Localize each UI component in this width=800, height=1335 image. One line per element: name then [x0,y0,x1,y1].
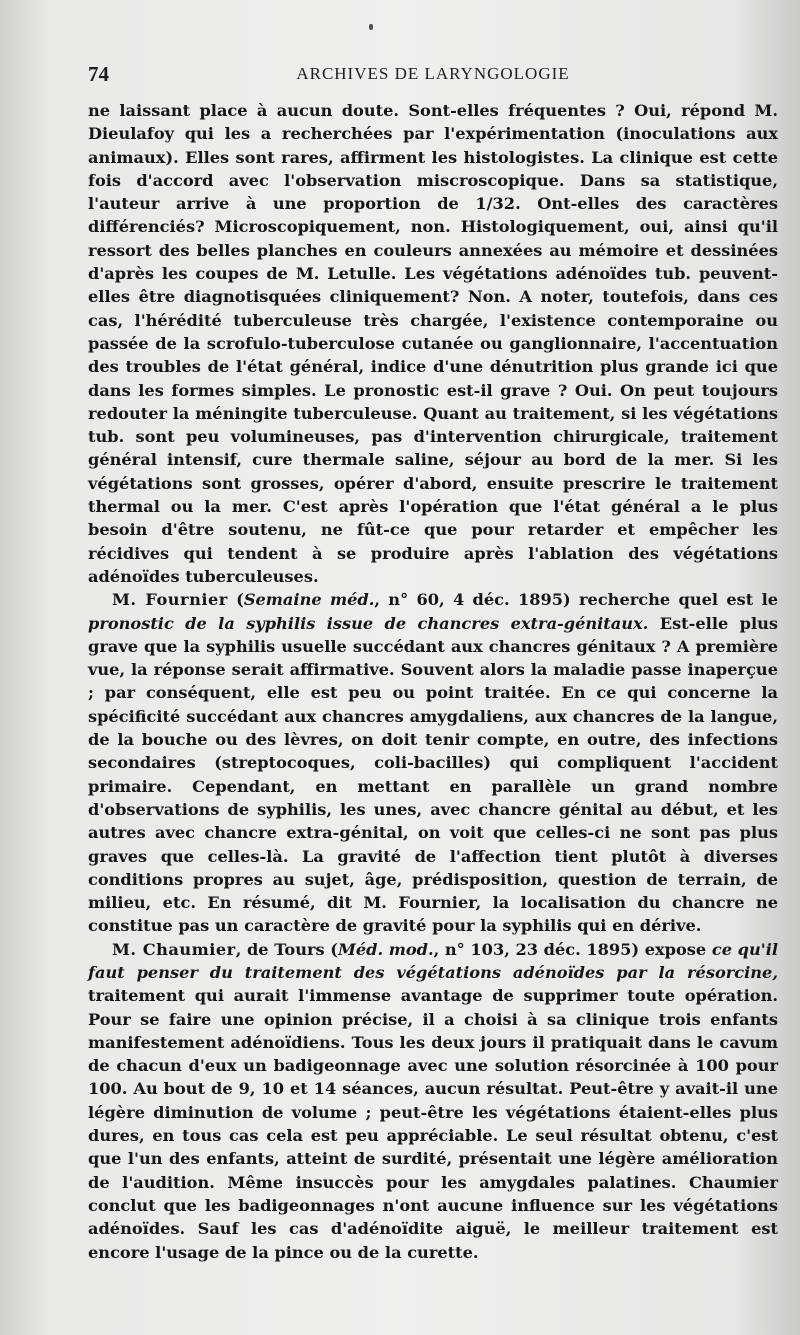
journal-name: Semaine méd. [243,590,375,610]
author-name: M. Chaumier [112,939,236,959]
paragraph-dieulafoy: ne laissant place à aucun doute. Sont-elles fréquentes ? Oui, répond M. Dieulafoy qui les a recherchées par l'expérimentation (inoculations aux animaux). Elles sont rares, affirment les histologistes. La clinique est cette fois d'accord avec l'observation miscroscopique. Dans sa statistique, l'auteur arrive à une proportion de 1/32. Ont-elles des caractères différenciés? Microscopiquement, non. Histologiquement, oui, ainsi qu'il ressort des belles planches en couleurs annexées au mémoire et dessinées d'après les coupes de M. Letulle. Les végétations adénoïdes tub. peuvent-elles être diagnotisquées cliniquement? Non. A noter, toutefois, dans ces cas, l'hérédité tuberculeuse très chargée, l'existence contemporaine ou passée de la scrofulo-tuberculose cutanée ou ganglionnaire, l'accentuation des troubles de l'état général, indice d'une dénutrition plus grande ici que dans les formes simples. Le pronostic est-il grave ? Oui. On peut toujours redouter la méningite tuberculeuse. Quant au traitement, si les végétations tub. sont peu volumineuses, pas d'intervention chirurgicale, traitement général intensif, cure thermale saline, séjour au bord de la mer. Si les végétations sont grosses, opérer d'abord, ensuite prescrire le traitement thermal ou la mer. C'est après l'opération que l'état général a le plus besoin d'être soutenu, ne fût-ce que pour retarder et empêcher les récidives qui tendent à se produire après l'ablation des végétations adénoïdes tuberculeuses. [88,101,778,586]
body-text [88,99,778,1264]
paragraph-fournier: M. Fournier (Semaine méd., n° 60, 4 déc. 1895) recherche quel est le pronostic de la syphilis issue de chancres extra-génitaux. Est-elle plus grave que la syphilis usuelle succédant aux chancres génitaux ? A première vue, la réponse serait affirmative. Souvent alors la maladie passe inaperçue ; par conséquent, elle est peu ou point traitée. En ce qui concerne la spécificité succédant aux chancres amygdaliens, aux chancres de la langue, de la bouche ou des lèvres, on doit tenir compte, en outre, des infections secondaires (streptocoques, coli-bacilles) qui compliquent l'accident primaire. Cependant, en mettant en parallèle un grand nombre d'observations de syphilis, les unes, avec chancre génital au début, et les autres avec chancre extra-génital, on voit que celles-ci ne sont pas plus graves que celles-là. La gravité de l'affection tient plutôt à diverses conditions propres au sujet, âge, prédisposition, question de terrain, de milieu, etc. En résumé, dit M. Fournier, la localisation du chancre ne constitue pas un caractère de gravité pour la syphilis qui en dérive. [88,590,779,936]
page-header [88,62,778,86]
paragraph-text: Est-elle plus grave que la syphilis usuelle succédant aux chancres génitaux ? A première vue, la réponse serait affirmative. Souvent alors la maladie passe inaperçue ; par conséquent, elle est peu ou point traitée. En ce qui concerne la spécificité succédant aux chancres amygdaliens, aux chancres de la langue, de la bouche ou des lèvres, on doit tenir compte, en outre, des infections secondaires (streptocoques, coli-bacilles) qui compliquent l'accident primaire. Cependant, en mettant en parallèle un grand nombre d'observations de syphilis, les unes, avec chancre génital au début, et les autres avec chancre extra-génital, on voit que celles-ci ne sont pas plus graves que celles-là. La gravité de l'affection tient plutôt à diverses conditions propres au sujet, âge, prédisposition, question de terrain, de milieu, etc. En résumé, dit M. Fournier, la localisation du chancre ne constitue pas un caractère de gravité pour la syphilis qui en dérive. [88,613,779,936]
paragraph-chaumier [88,938,778,1264]
citation: , n° 60, 4 déc. 1895) recherche quel est le [374,590,779,610]
running-title: ARCHIVES DE LARYNGOLOGIE [296,64,570,83]
author-name: M. Fournier [112,590,228,610]
author-affiliation: , de Tours ( [235,939,338,959]
article-topic: ce qu'il faut penser du traitement des végétations adénoïdes par la résorcine, [88,939,778,982]
ink-speck [369,24,373,30]
citation: , n° 103, 23 déc. 1895) expose [433,939,707,959]
journal-name: Méd. mod. [337,939,434,959]
article-topic: pronostic de la syphilis issue de chancres extra-génitaux. [88,613,649,633]
page-number: 74 [88,62,109,86]
paragraph-text: traitement qui aurait l'immense avantage de supprimer toute opération. Pour se faire une opinion précise, il a choisi à sa clinique trois enfants manifestement adénoïdiens. Tous les deux jours il pratiquait dans le cavum de chacun d'eux un badigeonnage avec une solution résorcinée à 100 pour 100. Au bout de 9, 10 et 14 séances, aucun résultat. Peut-être y avait-il une légère diminution de volume ; peut-être les végétations étaient-elles plus dures, en tous cas cela est peu appréciable. Le seul résultat obtenu, c'est que l'un des enfants, atteint de surdité, présentait une légère amélioration de l'audition. Même insuccès pour les amygdales palatines. Chaumier conclut que les badigeonnages n'ont aucune influence sur les végétations adénoïdes. Sauf les cas d'adénoïdite aiguë, le meilleur traitement est encore l'usage de la pince ou de la curette. [88,986,778,1262]
